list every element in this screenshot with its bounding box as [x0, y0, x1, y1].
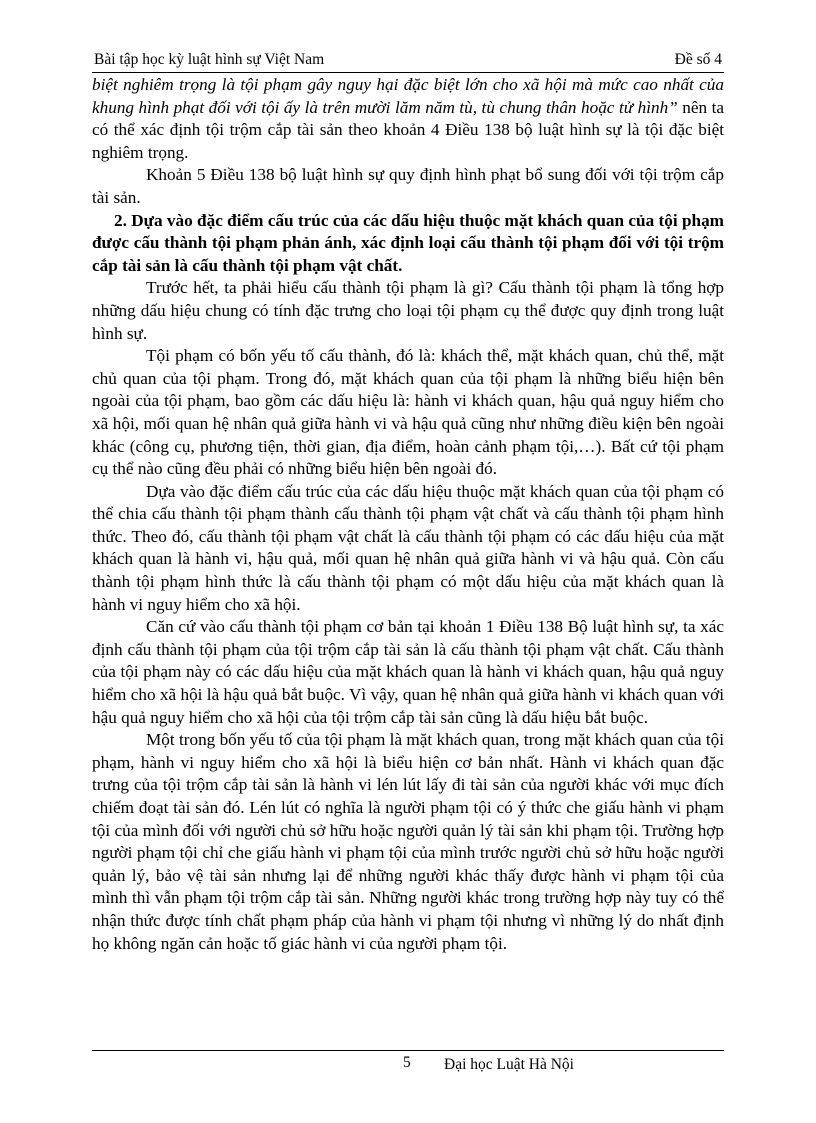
page-number: 5	[403, 1054, 411, 1071]
paragraph-5: Dựa vào đặc điểm cấu trúc của các dấu hiệu thuộc mặt khách quan của tội phạm có thể chia cấu thành tội phạm thành cấu thành tội phạm vật chất và cấu thành tội phạm hình thức. Theo đó, cấu thành tội phạm vật chất là cấu thành tội phạm có các dấu hiệu của mặt khách quan là hành vi, hậu quả, mối quan hệ nhân quả giữa hành vi và hậu quả. Còn cấu thành tội phạm hình thức là cấu thành tội phạm có một dấu hiệu của mặt khách quan là hành vi nguy hiểm cho xã hội.	[92, 481, 724, 614]
document-body	[92, 74, 724, 955]
page-header	[92, 50, 724, 73]
paragraph-2: Khoản 5 Điều 138 bộ luật hình sự quy định hình phạt bổ sung đối với tội trộm cắp tài sản.	[92, 165, 724, 207]
header-exam-number: Đề số 4	[674, 51, 722, 68]
paragraph-3: Trước hết, ta phải hiểu cấu thành tội phạm là gì? Cấu thành tội phạm là tổng hợp những dấu hiệu chung có tính đặc trưng cho loại tội phạm cụ thể được quy định trong luật hình sự.	[92, 278, 724, 343]
page-footer	[92, 1050, 724, 1081]
paragraph-1	[92, 74, 724, 164]
paragraph-1-rest: nên ta có thể xác định tội trộm cắp tài sản theo khoản 4 Điều 138 bộ luật hình sự là tội đặc biệt nghiêm trọng.	[92, 97, 724, 162]
footer-school: Đại học Luật Hà Nội	[444, 1056, 574, 1073]
header-title: Bài tập học kỳ luật hình sự Việt Nam	[94, 51, 325, 68]
paragraph-4: Tội phạm có bốn yếu tố cấu thành, đó là: khách thể, mặt khách quan, chủ thể, mặt chủ quan của tội phạm. Trong đó, mặt khách quan của tội phạm là những biểu hiện bên ngoài của tội phạm, bao gồm các dấu hiệu là: hành vi khách quan, hậu quả nguy hiểm cho xã hội, mối quan hệ nhân quả giữa hành vi và hậu quả cũng như những điều kiện bên ngoài khác (công cụ, phương tiện, thời gian, địa điểm, hoàn cảnh phạm tội,…). Bất cứ tội phạm cụ thể nào cũng đều phải có những biểu hiện bên ngoài đó.	[92, 346, 724, 479]
quoted-definition: biệt nghiêm trọng là tội phạm gây nguy hại đặc biệt lớn cho xã hội mà mức cao nhất của khung hình phạt đối với tội ấy là trên mười lăm năm tù, tù chung thân hoặc tử hình”	[92, 75, 724, 117]
section-heading: 2. Dựa vào đặc điểm cấu trúc của các dấu hiệu thuộc mặt khách quan của tội phạm được cấu thành tội phạm phản ánh, xác định loại cấu thành tội phạm đối với tội trộm cắp tài sản là cấu thành tội phạm vật chất.	[92, 210, 724, 275]
paragraph-6: Căn cứ vào cấu thành tội phạm cơ bản tại khoản 1 Điều 138 Bộ luật hình sự, ta xác định cấu thành tội phạm của tội trộm cắp tài sản là cấu thành tội phạm vật chất. Cấu thành của tội phạm này có các dấu hiệu của mặt khách quan là hành vi khách quan, hậu quả nguy hiểm cho xã hội là hậu quả bắt buộc. Vì vậy, quan hệ nhân quả giữa hành vi khách quan với hậu quả nguy hiểm cho xã hội của tội trộm cắp tài sản cũng là dấu hiệu bắt buộc.	[92, 617, 724, 727]
paragraph-7: Một trong bốn yếu tố của tội phạm là mặt khách quan, trong mặt khách quan của tội phạm, hành vi nguy hiểm cho xã hội là biểu hiện cơ bản nhất. Hành vi khách quan đặc trưng của tội trộm cắp tài sản là hành vi lén lút lấy đi tài sản của người khác với mục đích chiếm đoạt tài sản đó. Lén lút có nghĩa là người phạm tội có ý thức che giấu hành vi phạm tội của mình đối với người chủ sở hữu hoặc người quản lý tài sản khi phạm tội. Trường hợp người phạm tội chỉ che giấu hành vi phạm tội của mình trước người chủ sở hữu hoặc người quản lý, bảo vệ tài sản nhưng lại để những người khác thấy được hành vi phạm tội của mình thì vẫn phạm tội trộm cắp tài sản. Những người khác trong trường hợp này tuy có thể nhận thức được tính chất phạm pháp của hành vi phạm tội nhưng vì những lý do nhất định họ không ngăn cản hoặc tố giác hành vi của người phạm tội.	[92, 730, 724, 953]
